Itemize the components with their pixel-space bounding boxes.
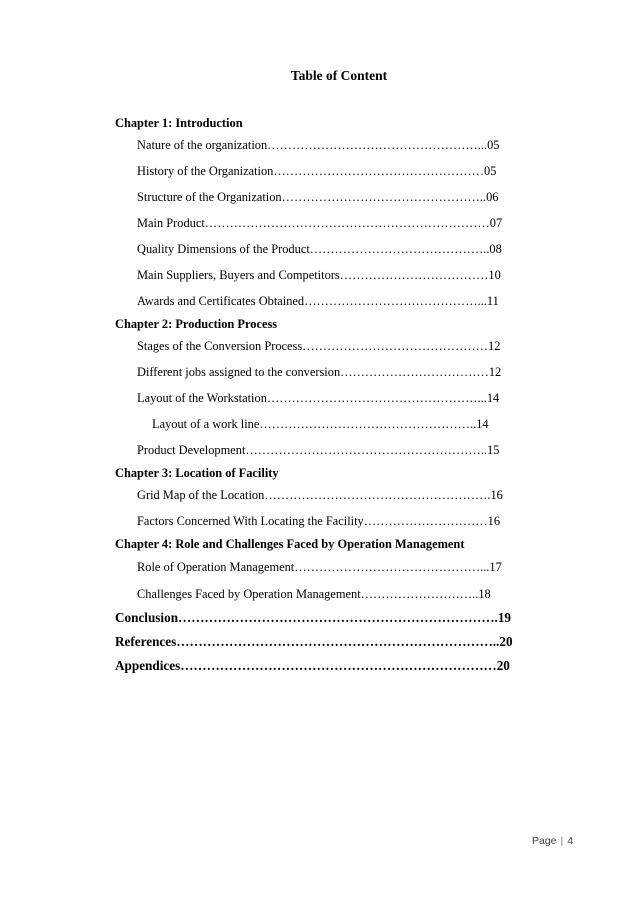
toc-entry[interactable]: Structure of the Organization…………………………………………..06 [137, 190, 499, 204]
toc-subentry[interactable]: Layout of a work line……………………………………………..14 [152, 417, 489, 431]
toc-entry[interactable]: Different jobs assigned to the conversion………………………………12 [137, 365, 502, 379]
toc-appendices[interactable]: Appendices………………………………………………………………20 [115, 658, 510, 673]
toc-entry[interactable]: Main Suppliers, Buyers and Competitors………………………………10 [137, 268, 501, 282]
toc-entry[interactable]: Grid Map of the Location……………………………………………….16 [137, 488, 503, 502]
toc-entry[interactable]: Challenges Faced by Operation Management………………………..18 [137, 587, 491, 601]
toc-entry[interactable]: Factors Concerned With Locating the Facility…………………………16 [137, 514, 501, 528]
toc-entry[interactable]: Stages of the Conversion Process………………………………………12 [137, 339, 501, 353]
page-label: Page [532, 835, 557, 847]
chapter-2-heading: Chapter 2: Production Process [115, 317, 278, 331]
toc-entry[interactable]: Quality Dimensions of the Product……………………………………..08 [137, 242, 502, 256]
chapter-1-heading: Chapter 1: Introduction [115, 116, 243, 130]
table-of-contents [115, 116, 525, 673]
page-number: 4 [567, 835, 574, 847]
toc-entry[interactable]: Product Development…………………………………………………..15 [137, 443, 500, 457]
toc-entry[interactable]: Role of Operation Management………………………………………...17 [137, 560, 502, 574]
toc-references[interactable]: References………………………………………………………………..20 [115, 634, 513, 649]
toc-entry[interactable]: Main Product……………………………………………………………07 [137, 216, 503, 230]
toc-entry[interactable]: Layout of the Workstation……………………………………………...14 [137, 391, 500, 405]
chapter-4-heading: Chapter 4: Role and Challenges Faced by Operation Management [115, 537, 465, 551]
toc-title: Table of Content [290, 68, 388, 83]
chapter-3-heading: Chapter 3: Location of Facility [115, 466, 279, 480]
page-footer [532, 835, 573, 847]
page-separator: | [560, 835, 564, 847]
toc-entry[interactable]: History of the Organization……………………………………………05 [137, 164, 497, 178]
toc-entry[interactable]: Awards and Certificates Obtained……………………………………...11 [137, 294, 499, 308]
toc-entry[interactable]: Nature of the organization……………………………………………...05 [137, 138, 500, 152]
toc-conclusion[interactable]: Conclusion……………………………………………………………….19 [115, 610, 512, 625]
